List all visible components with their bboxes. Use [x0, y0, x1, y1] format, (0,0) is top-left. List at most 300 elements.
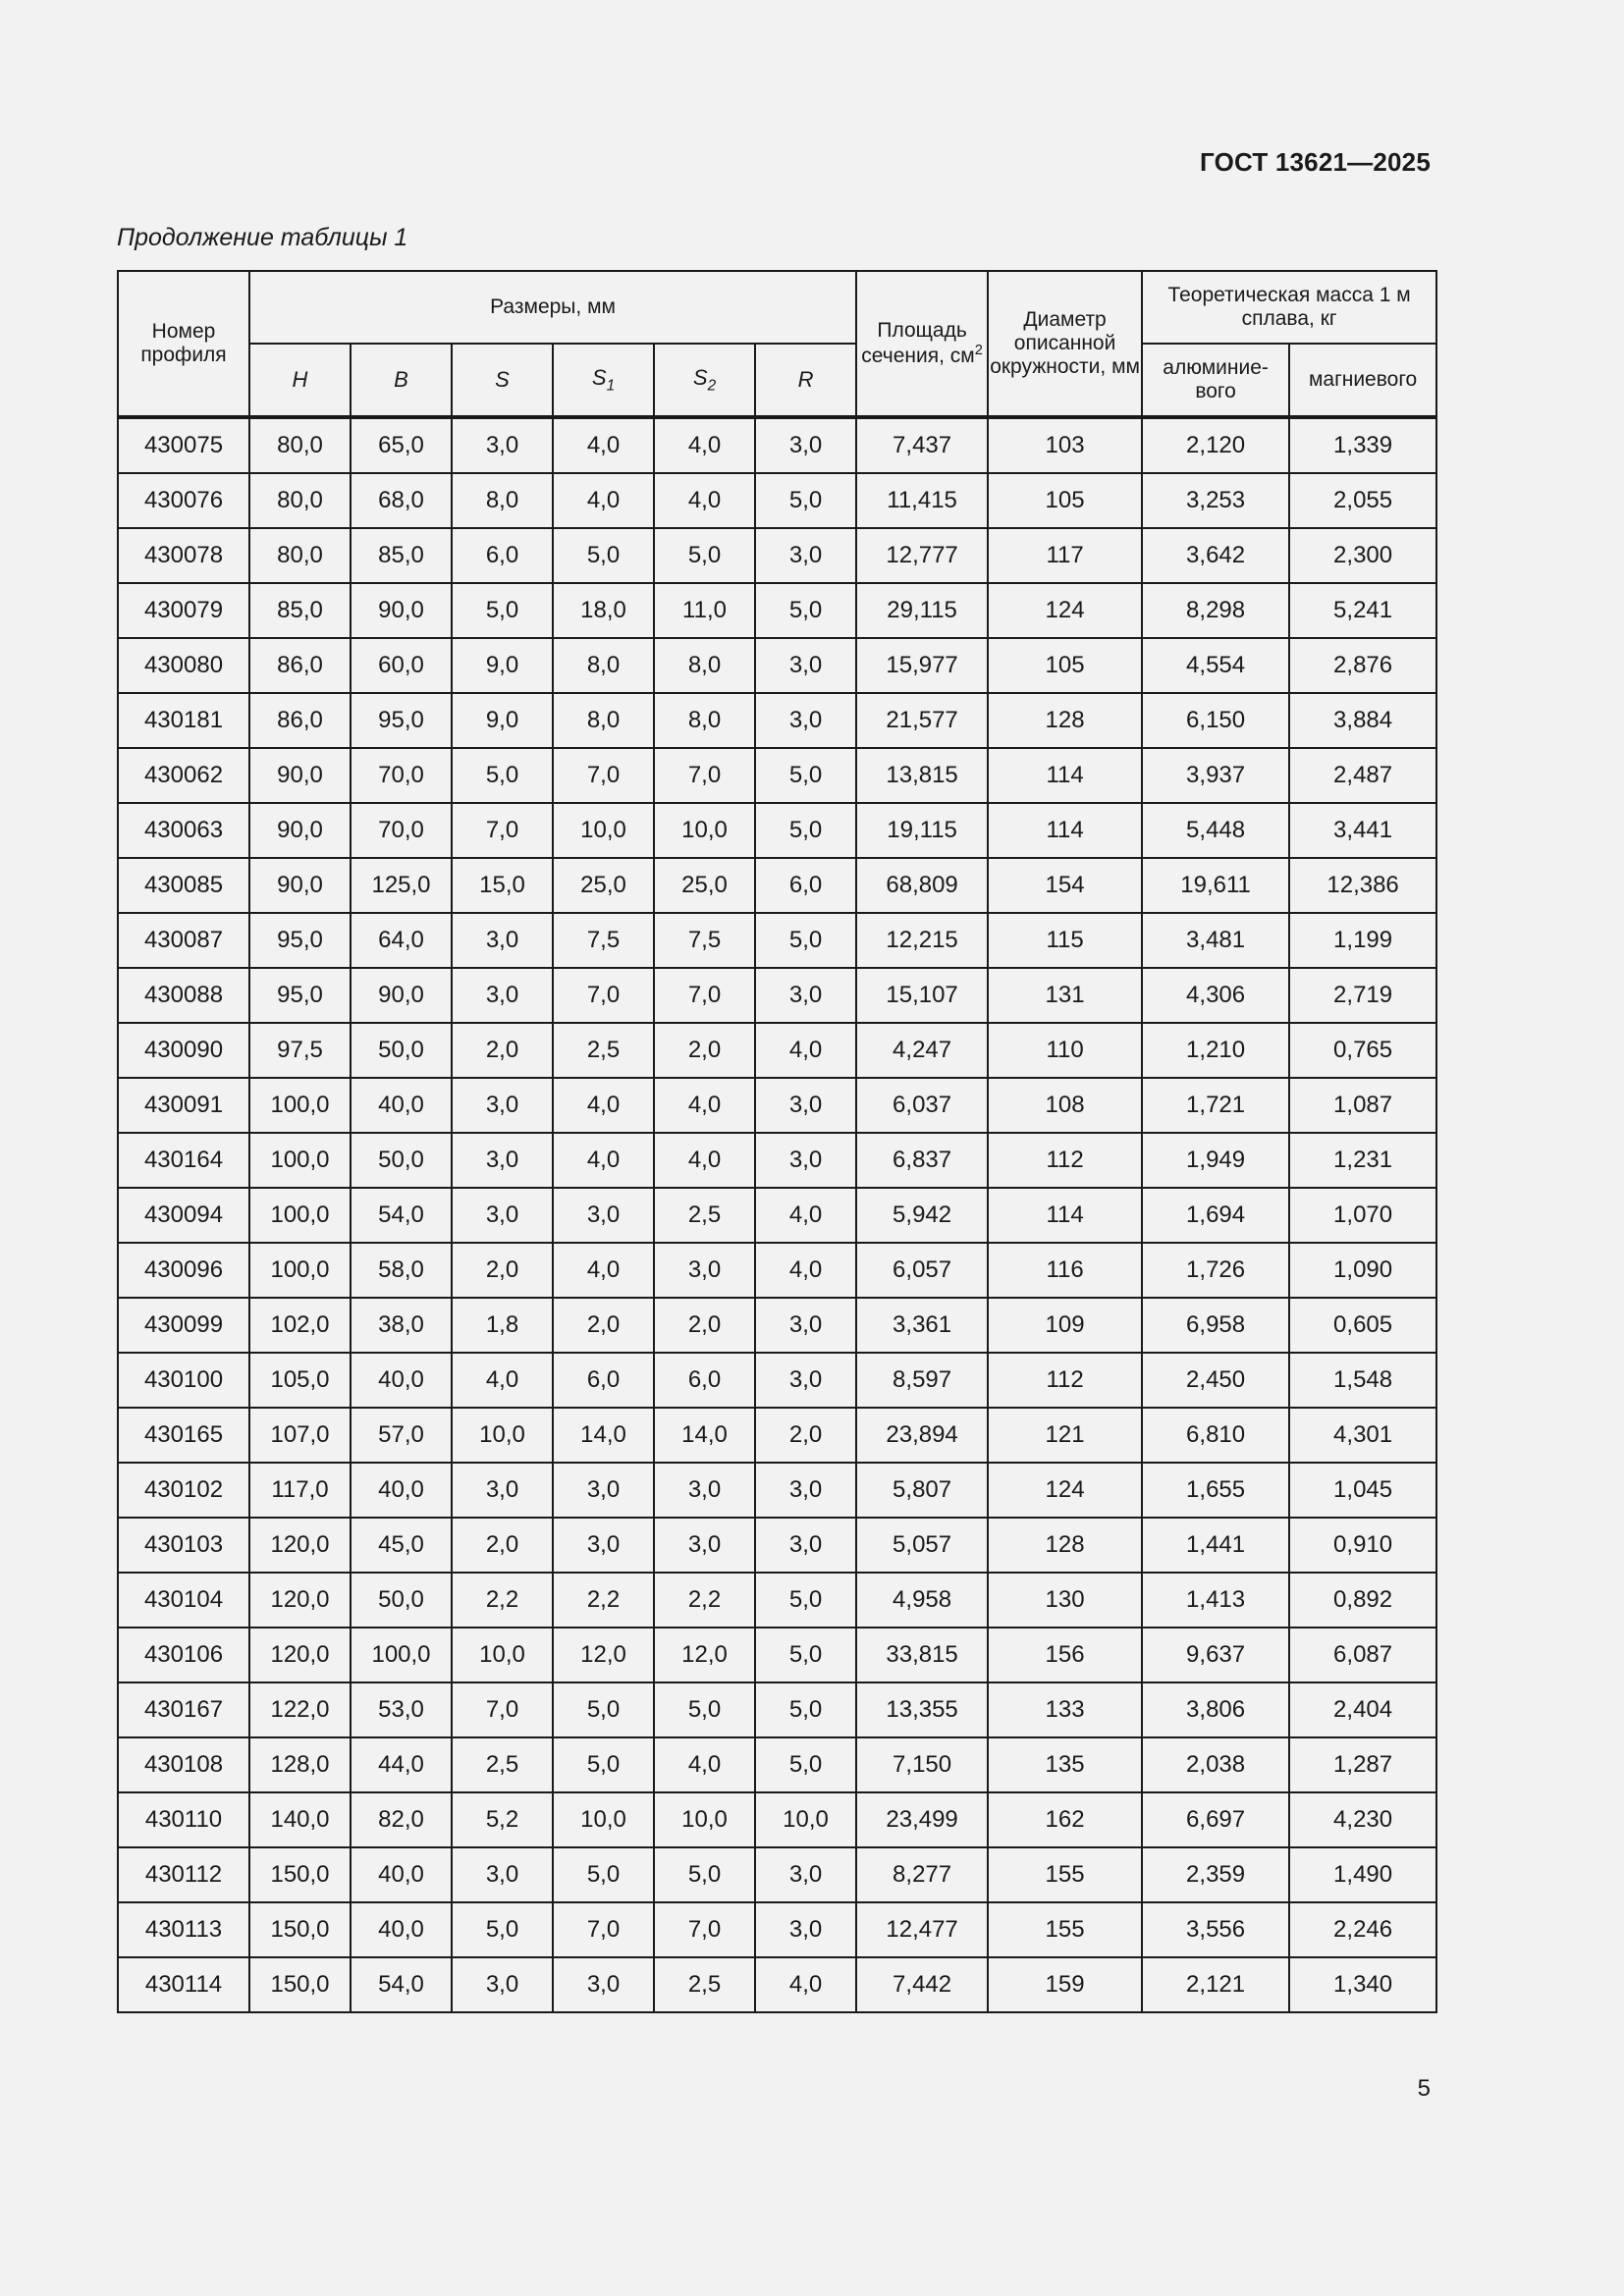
table-cell: 4,306	[1142, 968, 1289, 1023]
table-cell: 6,087	[1289, 1628, 1436, 1682]
table-cell: 114	[988, 748, 1142, 803]
table-cell: 3,0	[755, 968, 856, 1023]
table-cell: 1,548	[1289, 1353, 1436, 1408]
table-cell: 86,0	[249, 693, 351, 748]
table-cell: 7,0	[654, 1902, 755, 1957]
table-cell: 6,0	[452, 528, 553, 583]
table-cell: 90,0	[351, 583, 452, 638]
table-cell: 80,0	[249, 473, 351, 528]
table-row	[118, 638, 1436, 693]
table-cell: 1,087	[1289, 1078, 1436, 1133]
table-cell: 2,0	[654, 1023, 755, 1078]
table-cell: 3,0	[755, 1078, 856, 1133]
table-cell: 2,359	[1142, 1847, 1289, 1902]
table-cell: 5,0	[452, 583, 553, 638]
table-cell: 124	[988, 583, 1142, 638]
table-cell: 2,5	[452, 1737, 553, 1792]
table-cell: 5,0	[553, 1682, 654, 1737]
table-cell: 2,0	[452, 1518, 553, 1573]
table-cell: 117,0	[249, 1463, 351, 1518]
table-cell: 116	[988, 1243, 1142, 1298]
table-cell: 2,2	[452, 1573, 553, 1628]
table-cell: 130	[988, 1573, 1142, 1628]
header-col-b: B	[351, 344, 452, 417]
table-cell: 120,0	[249, 1573, 351, 1628]
table-cell: 4,230	[1289, 1792, 1436, 1847]
table-cell: 3,0	[755, 1463, 856, 1518]
table-cell: 7,0	[553, 748, 654, 803]
table-cell: 3,0	[452, 417, 553, 473]
table-cell: 8,0	[553, 693, 654, 748]
table-row	[118, 1847, 1436, 1902]
table-cell: 58,0	[351, 1243, 452, 1298]
table-cell: 5,0	[755, 803, 856, 858]
table-cell: 114	[988, 803, 1142, 858]
table-row	[118, 1792, 1436, 1847]
table-cell: 3,361	[856, 1298, 988, 1353]
table-cell: 1,949	[1142, 1133, 1289, 1188]
table-cell: 6,0	[553, 1353, 654, 1408]
table-cell: 133	[988, 1682, 1142, 1737]
table-cell: 3,0	[755, 1133, 856, 1188]
table-cell: 3,0	[654, 1463, 755, 1518]
table-cell: 11,0	[654, 583, 755, 638]
table-cell: 430181	[118, 693, 249, 748]
table-cell: 2,876	[1289, 638, 1436, 693]
table-cell: 10,0	[553, 1792, 654, 1847]
table-cell: 430062	[118, 748, 249, 803]
table-row	[118, 1628, 1436, 1682]
table-cell: 430103	[118, 1518, 249, 1573]
table-cell: 29,115	[856, 583, 988, 638]
table-cell: 6,150	[1142, 693, 1289, 748]
table-cell: 38,0	[351, 1298, 452, 1353]
table-header	[118, 271, 1436, 417]
table-cell: 124	[988, 1463, 1142, 1518]
table-row	[118, 748, 1436, 803]
header-magnesium: магниевого	[1289, 344, 1436, 417]
table-cell: 3,0	[553, 1188, 654, 1243]
table-cell: 122,0	[249, 1682, 351, 1737]
table-row	[118, 473, 1436, 528]
table-cell: 3,0	[452, 1847, 553, 1902]
table-cell: 10,0	[654, 803, 755, 858]
table-cell: 7,0	[452, 803, 553, 858]
table-cell: 95,0	[249, 968, 351, 1023]
table-cell: 100,0	[249, 1243, 351, 1298]
table-cell: 85,0	[249, 583, 351, 638]
header-col-s: S	[452, 344, 553, 417]
table-cell: 2,450	[1142, 1353, 1289, 1408]
table-cell: 430113	[118, 1902, 249, 1957]
table-cell: 4,301	[1289, 1408, 1436, 1463]
table-cell: 110	[988, 1023, 1142, 1078]
table-cell: 6,0	[755, 858, 856, 913]
table-cell: 8,0	[452, 473, 553, 528]
table-cell: 100,0	[249, 1188, 351, 1243]
table-cell: 8,597	[856, 1353, 988, 1408]
table-cell: 1,490	[1289, 1847, 1436, 1902]
table-row	[118, 913, 1436, 968]
table-cell: 12,477	[856, 1902, 988, 1957]
table-cell: 3,0	[755, 693, 856, 748]
table-cell: 3,642	[1142, 528, 1289, 583]
table-cell: 430112	[118, 1847, 249, 1902]
table-cell: 117	[988, 528, 1142, 583]
table-cell: 430108	[118, 1737, 249, 1792]
table-cell: 8,0	[553, 638, 654, 693]
table-row	[118, 1078, 1436, 1133]
table-cell: 5,0	[553, 528, 654, 583]
table-cell: 150,0	[249, 1957, 351, 2012]
table-row	[118, 858, 1436, 913]
header-aluminum: алюминие-вого	[1142, 344, 1289, 417]
table-cell: 3,0	[452, 1078, 553, 1133]
table-cell: 15,107	[856, 968, 988, 1023]
table-cell: 90,0	[249, 803, 351, 858]
table-cell: 40,0	[351, 1902, 452, 1957]
table-cell: 86,0	[249, 638, 351, 693]
table-cell: 2,2	[654, 1573, 755, 1628]
table-cell: 6,810	[1142, 1408, 1289, 1463]
table-cell: 7,437	[856, 417, 988, 473]
table-cell: 0,765	[1289, 1023, 1436, 1078]
table-cell: 1,090	[1289, 1243, 1436, 1298]
table-cell: 2,038	[1142, 1737, 1289, 1792]
table-cell: 155	[988, 1902, 1142, 1957]
table-cell: 0,910	[1289, 1518, 1436, 1573]
table-cell: 40,0	[351, 1847, 452, 1902]
table-cell: 105	[988, 473, 1142, 528]
table-cell: 4,0	[654, 473, 755, 528]
table-cell: 5,0	[654, 1682, 755, 1737]
table-cell: 10,0	[553, 803, 654, 858]
table-cell: 68,0	[351, 473, 452, 528]
table-cell: 2,0	[755, 1408, 856, 1463]
table-cell: 430102	[118, 1463, 249, 1518]
table-cell: 1,441	[1142, 1518, 1289, 1573]
table-cell: 90,0	[249, 748, 351, 803]
table-cell: 6,037	[856, 1078, 988, 1133]
table-cell: 5,0	[755, 1573, 856, 1628]
table-cell: 1,287	[1289, 1737, 1436, 1792]
table-cell: 3,441	[1289, 803, 1436, 858]
table-cell: 3,0	[452, 1133, 553, 1188]
table-cell: 430106	[118, 1628, 249, 1682]
table-cell: 90,0	[249, 858, 351, 913]
table-cell: 5,0	[553, 1737, 654, 1792]
table-cell: 5,0	[755, 748, 856, 803]
table-cell: 3,556	[1142, 1902, 1289, 1957]
table-cell: 3,0	[553, 1463, 654, 1518]
table-cell: 3,0	[755, 528, 856, 583]
table-row	[118, 1682, 1436, 1737]
table-cell: 8,0	[654, 693, 755, 748]
table-cell: 7,442	[856, 1957, 988, 2012]
table-cell: 430100	[118, 1353, 249, 1408]
table-cell: 5,942	[856, 1188, 988, 1243]
table-cell: 3,0	[755, 638, 856, 693]
table-cell: 1,413	[1142, 1573, 1289, 1628]
table-cell: 430165	[118, 1408, 249, 1463]
table-cell: 33,815	[856, 1628, 988, 1682]
table-cell: 53,0	[351, 1682, 452, 1737]
table-cell: 430063	[118, 803, 249, 858]
table-row	[118, 968, 1436, 1023]
table-cell: 4,0	[654, 417, 755, 473]
page-number: 5	[1417, 2075, 1431, 2102]
table-cell: 108	[988, 1078, 1142, 1133]
table-cell: 15,0	[452, 858, 553, 913]
table-cell: 128	[988, 1518, 1142, 1573]
table-cell: 14,0	[654, 1408, 755, 1463]
table-cell: 4,554	[1142, 638, 1289, 693]
table-row	[118, 1518, 1436, 1573]
table-row	[118, 1902, 1436, 1957]
table-cell: 97,5	[249, 1023, 351, 1078]
table-cell: 0,892	[1289, 1573, 1436, 1628]
table-cell: 3,0	[452, 1957, 553, 2012]
table-cell: 4,0	[553, 1243, 654, 1298]
table-cell: 13,815	[856, 748, 988, 803]
table-cell: 2,0	[654, 1298, 755, 1353]
table-cell: 2,487	[1289, 748, 1436, 803]
table-row	[118, 528, 1436, 583]
table-cell: 4,0	[553, 1078, 654, 1133]
table-cell: 159	[988, 1957, 1142, 2012]
table-cell: 40,0	[351, 1463, 452, 1518]
table-cell: 64,0	[351, 913, 452, 968]
table-cell: 430076	[118, 473, 249, 528]
table-cell: 3,0	[755, 1518, 856, 1573]
table-cell: 3,0	[755, 1902, 856, 1957]
table-cell: 8,0	[654, 638, 755, 693]
table-cell: 5,0	[452, 748, 553, 803]
table-cell: 2,2	[553, 1573, 654, 1628]
table-cell: 65,0	[351, 417, 452, 473]
table-cell: 70,0	[351, 803, 452, 858]
table-cell: 4,0	[553, 1133, 654, 1188]
table-cell: 7,0	[553, 968, 654, 1023]
table-cell: 430087	[118, 913, 249, 968]
table-cell: 68,809	[856, 858, 988, 913]
table-cell: 156	[988, 1628, 1142, 1682]
table-cell: 2,0	[452, 1243, 553, 1298]
table-cell: 3,806	[1142, 1682, 1289, 1737]
table-body	[118, 417, 1436, 2012]
table-cell: 6,697	[1142, 1792, 1289, 1847]
table-row	[118, 1737, 1436, 1792]
table-cell: 121	[988, 1408, 1142, 1463]
table-cell: 2,055	[1289, 473, 1436, 528]
table-cell: 3,253	[1142, 473, 1289, 528]
table-cell: 9,0	[452, 638, 553, 693]
table-cell: 2,5	[553, 1023, 654, 1078]
table-cell: 100,0	[351, 1628, 452, 1682]
table-cell: 19,115	[856, 803, 988, 858]
table-cell: 102,0	[249, 1298, 351, 1353]
table-cell: 4,0	[755, 1957, 856, 2012]
table-cell: 1,340	[1289, 1957, 1436, 2012]
table-cell: 1,045	[1289, 1463, 1436, 1518]
table-cell: 140,0	[249, 1792, 351, 1847]
table-cell: 85,0	[351, 528, 452, 583]
table-cell: 10,0	[654, 1792, 755, 1847]
table-cell: 109	[988, 1298, 1142, 1353]
table-cell: 6,0	[654, 1353, 755, 1408]
header-col-s1: $S_1$	[553, 344, 654, 417]
table-cell: 5,241	[1289, 583, 1436, 638]
table-cell: 6,958	[1142, 1298, 1289, 1353]
table-cell: 12,0	[553, 1628, 654, 1682]
table-cell: 162	[988, 1792, 1142, 1847]
table-cell: 45,0	[351, 1518, 452, 1573]
table-cell: 2,246	[1289, 1902, 1436, 1957]
table-cell: 150,0	[249, 1902, 351, 1957]
table-cell: 2,120	[1142, 417, 1289, 473]
table-cell: 5,057	[856, 1518, 988, 1573]
table-cell: 1,694	[1142, 1188, 1289, 1243]
table-cell: 95,0	[351, 693, 452, 748]
table-cell: 5,448	[1142, 803, 1289, 858]
table-cell: 430099	[118, 1298, 249, 1353]
table-cell: 5,0	[755, 1628, 856, 1682]
table-row	[118, 1188, 1436, 1243]
table-row	[118, 583, 1436, 638]
table-cell: 120,0	[249, 1628, 351, 1682]
table-cell: 15,977	[856, 638, 988, 693]
header-dimensions: Размеры, мм	[249, 271, 856, 344]
table-row	[118, 417, 1436, 473]
table-cell: 80,0	[249, 417, 351, 473]
table-cell: 7,0	[452, 1682, 553, 1737]
table-cell: 5,0	[654, 1847, 755, 1902]
table-cell: 115	[988, 913, 1142, 968]
table-cell: 7,0	[654, 748, 755, 803]
header-diameter: Диаметр описанной окружности, мм	[988, 271, 1142, 417]
table-cell: 105,0	[249, 1353, 351, 1408]
table-cell: 1,726	[1142, 1243, 1289, 1298]
header-profile-number: Номер профиля	[118, 271, 249, 417]
table-cell: 3,0	[654, 1243, 755, 1298]
table-cell: 13,355	[856, 1682, 988, 1737]
table-cell: 4,0	[654, 1737, 755, 1792]
table-cell: 3,481	[1142, 913, 1289, 968]
table-cell: 14,0	[553, 1408, 654, 1463]
table-cell: 8,298	[1142, 583, 1289, 638]
table-cell: 0,605	[1289, 1298, 1436, 1353]
table-cell: 4,0	[755, 1023, 856, 1078]
table-cell: 4,0	[654, 1078, 755, 1133]
table-cell: 430075	[118, 417, 249, 473]
table-cell: 12,215	[856, 913, 988, 968]
table-cell: 5,0	[755, 473, 856, 528]
table-cell: 3,0	[452, 1463, 553, 1518]
table-cell: 1,339	[1289, 417, 1436, 473]
table-row	[118, 803, 1436, 858]
header-area: Площадь сечения, $см^2$	[856, 271, 988, 417]
table-cell: 3,0	[452, 968, 553, 1023]
table-cell: 95,0	[249, 913, 351, 968]
table-cell: 430167	[118, 1682, 249, 1737]
table-cell: 1,231	[1289, 1133, 1436, 1188]
table-cell: 25,0	[553, 858, 654, 913]
table-cell: 21,577	[856, 693, 988, 748]
table-cell: 430078	[118, 528, 249, 583]
table-cell: 105	[988, 638, 1142, 693]
table-cell: 19,611	[1142, 858, 1289, 913]
table-cell: 8,277	[856, 1847, 988, 1902]
table-cell: 3,0	[755, 1353, 856, 1408]
table-cell: 7,5	[654, 913, 755, 968]
table-cell: 50,0	[351, 1023, 452, 1078]
table-cell: 10,0	[452, 1408, 553, 1463]
table-cell: 40,0	[351, 1078, 452, 1133]
table-cell: 107,0	[249, 1408, 351, 1463]
header-theoretical-mass: Теоретическая масса 1 м сплава, кг	[1142, 271, 1436, 344]
table-cell: 100,0	[249, 1078, 351, 1133]
table-cell: 120,0	[249, 1518, 351, 1573]
table-cell: 3,0	[755, 1298, 856, 1353]
table-cell: 430114	[118, 1957, 249, 2012]
table-cell: 3,0	[755, 1847, 856, 1902]
table-row	[118, 1023, 1436, 1078]
table-cell: 430091	[118, 1078, 249, 1133]
table-cell: 44,0	[351, 1737, 452, 1792]
table-cell: 3,937	[1142, 748, 1289, 803]
table-cell: 430096	[118, 1243, 249, 1298]
table-cell: 100,0	[249, 1133, 351, 1188]
table-cell: 2,0	[553, 1298, 654, 1353]
table-cell: 5,0	[755, 913, 856, 968]
table-cell: 5,0	[452, 1902, 553, 1957]
table-cell: 25,0	[654, 858, 755, 913]
table-row	[118, 1957, 1436, 2012]
table-cell: 4,0	[755, 1188, 856, 1243]
table-cell: 430080	[118, 638, 249, 693]
table-cell: 114	[988, 1188, 1142, 1243]
table-cell: 18,0	[553, 583, 654, 638]
table-cell: 155	[988, 1847, 1142, 1902]
table-cell: 430079	[118, 583, 249, 638]
table-cell: 5,2	[452, 1792, 553, 1847]
table-cell: 4,0	[755, 1243, 856, 1298]
table-cell: 131	[988, 968, 1142, 1023]
table-cell: 9,0	[452, 693, 553, 748]
table-cell: 5,0	[553, 1847, 654, 1902]
table-cell: 3,0	[553, 1957, 654, 2012]
table-cell: 12,0	[654, 1628, 755, 1682]
table-cell: 50,0	[351, 1573, 452, 1628]
table-cell: 4,958	[856, 1573, 988, 1628]
table-cell: 5,0	[755, 1682, 856, 1737]
table-cell: 70,0	[351, 748, 452, 803]
table-cell: 7,0	[654, 968, 755, 1023]
table-cell: 1,210	[1142, 1023, 1289, 1078]
table-cell: 5,807	[856, 1463, 988, 1518]
table-cell: 50,0	[351, 1133, 452, 1188]
table-cell: 3,884	[1289, 693, 1436, 748]
table-cell: 1,655	[1142, 1463, 1289, 1518]
table-cell: 2,5	[654, 1188, 755, 1243]
table-cell: 54,0	[351, 1957, 452, 2012]
table-cell: 103	[988, 417, 1142, 473]
table-cell: 4,0	[553, 417, 654, 473]
table-cell: 10,0	[452, 1628, 553, 1682]
table-cell: 12,386	[1289, 858, 1436, 913]
table-cell: 60,0	[351, 638, 452, 693]
table-cell: 430088	[118, 968, 249, 1023]
